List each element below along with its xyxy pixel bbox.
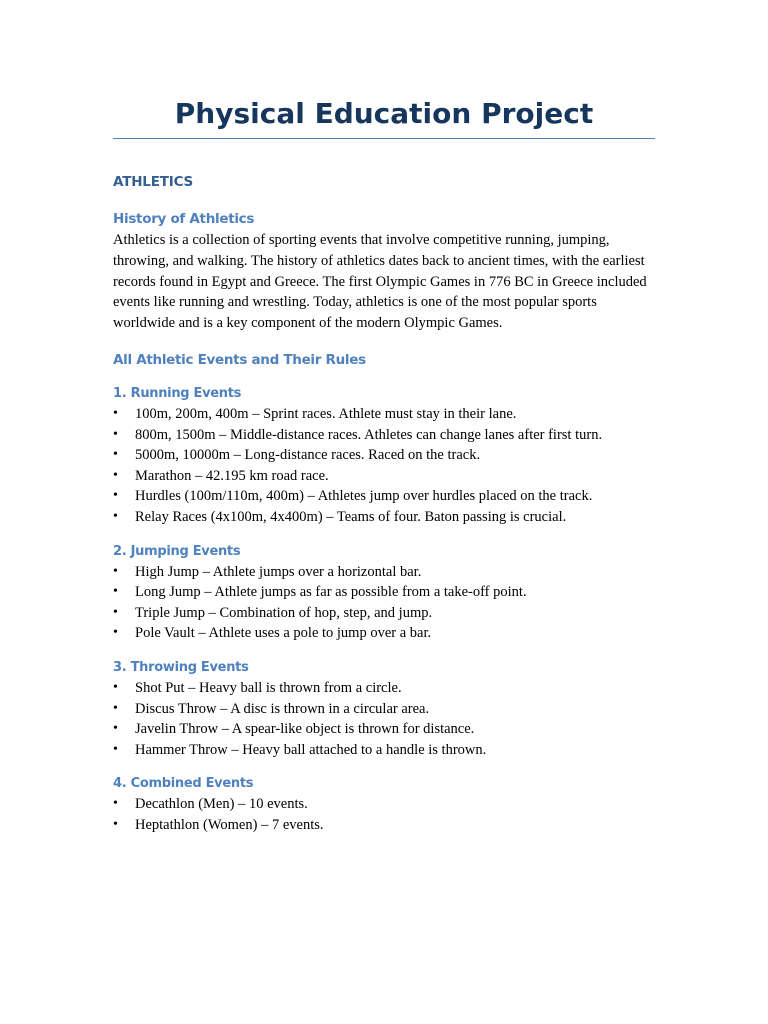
- list-item-text: Hurdles (100m/110m, 400m) – Athletes jump over hurdles placed on the track.: [135, 488, 593, 505]
- bullet-list: [113, 404, 655, 528]
- bullet-icon: •: [113, 741, 118, 757]
- bullet-icon: •: [113, 426, 118, 442]
- list-item: [113, 794, 655, 815]
- list-item: [113, 603, 655, 624]
- list-item-text: Hammer Throw – Heavy ball attached to a handle is thrown.: [135, 741, 487, 758]
- bullet-list: [113, 678, 655, 760]
- list-item-text: Relay Races (4x100m, 4x400m) – Teams of four. Baton passing is crucial.: [135, 508, 567, 525]
- bullet-icon: •: [113, 604, 118, 620]
- bullet-icon: •: [113, 447, 118, 463]
- list-item-text: Shot Put – Heavy ball is thrown from a circle.: [135, 679, 402, 696]
- events-heading: All Athletic Events and Their Rules: [113, 351, 366, 368]
- list-item-text: Long Jump – Athlete jumps as far as possible from a take-off point.: [135, 584, 527, 601]
- bullet-icon: •: [113, 625, 118, 641]
- group-heading: 2. Jumping Events: [113, 543, 241, 559]
- group-heading: 3. Throwing Events: [113, 659, 249, 675]
- list-item: [113, 582, 655, 603]
- group-heading: 1. Running Events: [113, 385, 242, 401]
- list-item-text: Pole Vault – Athlete uses a pole to jump over a bar.: [135, 625, 432, 642]
- list-item: [113, 815, 655, 836]
- event-group-jumping: [113, 542, 655, 644]
- list-item: [113, 507, 655, 528]
- history-heading: History of Athletics: [113, 211, 255, 227]
- bullet-list: [113, 794, 655, 835]
- bullet-icon: •: [113, 508, 118, 524]
- list-item-text: 100m, 200m, 400m – Sprint races. Athlete must stay in their lane.: [135, 405, 517, 422]
- list-item: [113, 466, 655, 487]
- list-item: [113, 699, 655, 720]
- document-title: Physical Education Project: [113, 94, 655, 139]
- list-item: [113, 425, 655, 446]
- bullet-icon: •: [113, 816, 118, 832]
- bullet-icon: •: [113, 584, 118, 600]
- bullet-icon: •: [113, 721, 118, 737]
- group-heading: 4. Combined Events: [113, 776, 254, 792]
- event-group-throwing: [113, 658, 655, 760]
- list-item-text: Javelin Throw – A spear-like object is thrown for distance.: [135, 721, 475, 738]
- list-item-text: Decathlon (Men) – 10 events.: [135, 796, 308, 813]
- bullet-list: [113, 562, 655, 644]
- list-item: [113, 623, 655, 644]
- list-item: [113, 445, 655, 466]
- list-item: [113, 740, 655, 761]
- list-item-text: Heptathlon (Women) – 7 events.: [135, 816, 324, 833]
- history-paragraph: Athletics is a collection of sporting events that involve competitive running, jumping, throwing, and walking. The history of athletics dates back to ancient times, with the earliest records found in Egypt and Greece. The first Olympic Games in 776 BC in Greece included events like running and wrestling. Today, athletics is one of the most popular sports worldwide and is a key component of the modern Olympic Games.: [113, 232, 647, 332]
- document-page: [113, 94, 655, 835]
- bullet-icon: •: [113, 796, 118, 812]
- list-item: [113, 719, 655, 740]
- bullet-icon: •: [113, 405, 118, 421]
- list-item-text: High Jump – Athlete jumps over a horizontal bar.: [135, 563, 422, 580]
- list-item: [113, 562, 655, 583]
- bullet-icon: •: [113, 563, 118, 579]
- list-item-text: Discus Throw – A disc is thrown in a circular area.: [135, 700, 430, 717]
- list-item: [113, 678, 655, 699]
- bullet-icon: •: [113, 679, 118, 695]
- bullet-icon: •: [113, 700, 118, 716]
- list-item-text: 5000m, 10000m – Long-distance races. Raced on the track.: [135, 447, 481, 464]
- list-item: [113, 486, 655, 507]
- list-item-text: 800m, 1500m – Middle-distance races. Athletes can change lanes after first turn.: [135, 426, 603, 443]
- section-heading: ATHLETICS: [113, 174, 194, 190]
- event-group-running: [113, 384, 655, 528]
- event-group-combined: [113, 774, 655, 835]
- list-item: [113, 404, 655, 425]
- bullet-icon: •: [113, 467, 118, 483]
- list-item-text: Marathon – 42.195 km road race.: [135, 467, 329, 484]
- bullet-icon: •: [113, 488, 118, 504]
- list-item-text: Triple Jump – Combination of hop, step, and jump.: [135, 604, 433, 621]
